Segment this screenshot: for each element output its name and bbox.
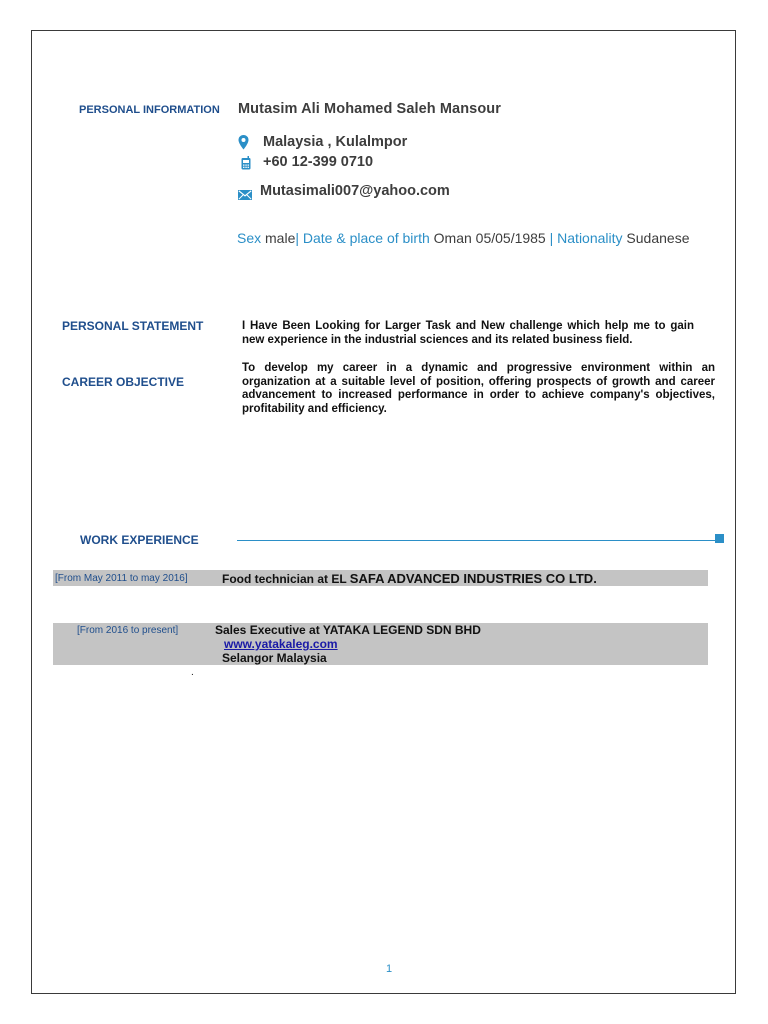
job-dates: [From May 2011 to may 2016] [55,573,188,584]
job-dates: [From 2016 to present] [77,625,179,636]
personal-statement-label: PERSONAL STATEMENT [62,319,204,333]
birth-value: Oman 05/05/1985 [429,230,550,246]
job-title: Sales Executive at YATAKA LEGEND SDN BHD [215,623,481,637]
section-divider-marker [715,534,724,543]
job-location: Selangor Malaysia [222,651,327,665]
nationality-value: Sudanese [622,230,690,246]
separator: | [295,230,303,246]
nationality-label: Nationality [557,230,623,246]
personal-information-label: PERSONAL INFORMATION [79,104,220,116]
career-objective-text: To develop my career in a dynamic and progressive environment within an organization at a suitable level of position, offering prospects of growth and career advancement to increased performance in order to achieve company's objectives, profitability and efficiency. [242,362,715,416]
career-objective-label: CAREER OBJECTIVE [62,375,185,389]
location-pin-icon [238,135,249,155]
section-divider-line [237,540,715,541]
work-experience-label: WORK EXPERIENCE [80,533,199,547]
job-title-prefix: Food technician at EL [222,572,350,586]
personal-statement-text: I Have Been Looking for Larger Task and New challenge which help me to gain new experience in the industrial sciences and its related business field. [242,320,694,346]
phone-number: +60 12-399 0710 [263,154,374,170]
stray-dot: . [191,667,194,678]
birth-label: Date & place of birth [302,230,430,246]
email-address[interactable]: Mutasimali007@yahoo.com [260,183,450,199]
company-name: SAFA ADVANCED INDUSTRIES CO LTD. [349,571,597,586]
phone-icon [241,156,251,175]
envelope-icon [238,187,252,205]
company-website-link[interactable]: www.yatakaleg.com [224,637,338,651]
page-number: 1 [386,963,393,975]
sex-label: Sex [237,230,262,246]
job-title [222,571,597,586]
page-border [31,30,736,994]
separator: | [549,230,558,246]
personal-details-line [237,230,689,246]
full-name: Mutasim Ali Mohamed Saleh Mansour [238,101,501,117]
location-text: Malaysia , Kulalmpor [263,134,408,150]
sex-value: male [261,230,296,246]
